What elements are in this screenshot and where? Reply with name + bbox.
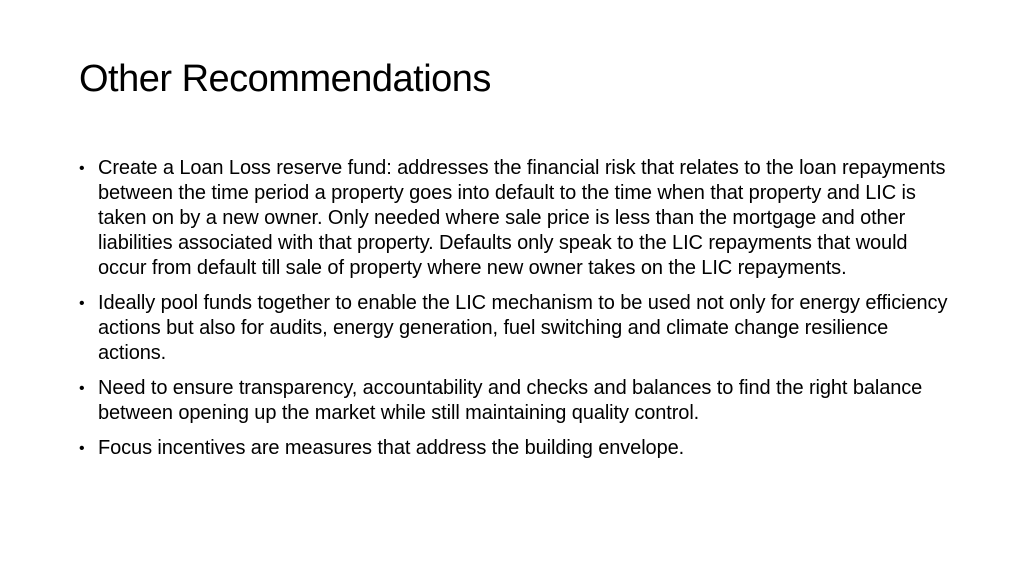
bullet-text: Focus incentives are measures that address the building envelope. — [98, 437, 685, 459]
bullet-text: Create a Loan Loss reserve fund: addresses the financial risk that relates to the loan repayments between the time period a property goes into default to the time when that property and LIC is taken on by a new owner. Only needed where sale price is less than the mortgage and other liabilities associated with that property. Defaults only speak to the LIC repayments that would occur from default till sale of property where new owner takes on the LIC repayments. — [98, 157, 946, 279]
bullet-item — [79, 376, 949, 426]
bullet-text: Ideally pool funds together to enable the LIC mechanism to be used not only for energy efficiency actions but also for audits, energy generation, fuel switching and climate change resilience actions. — [98, 292, 948, 364]
bullet-list — [79, 156, 949, 471]
bullet-text: Need to ensure transparency, accountability and checks and balances to find the right balance between opening up the market while still maintaining quality control. — [98, 377, 923, 424]
bullet-icon: • — [79, 160, 85, 177]
bullet-item — [79, 436, 949, 461]
bullet-icon: • — [79, 295, 85, 312]
bullet-icon: • — [79, 440, 85, 457]
bullet-item — [79, 291, 949, 366]
slide-title: Other Recommendations — [79, 58, 491, 100]
bullet-icon: • — [79, 380, 85, 397]
bullet-item — [79, 156, 949, 281]
